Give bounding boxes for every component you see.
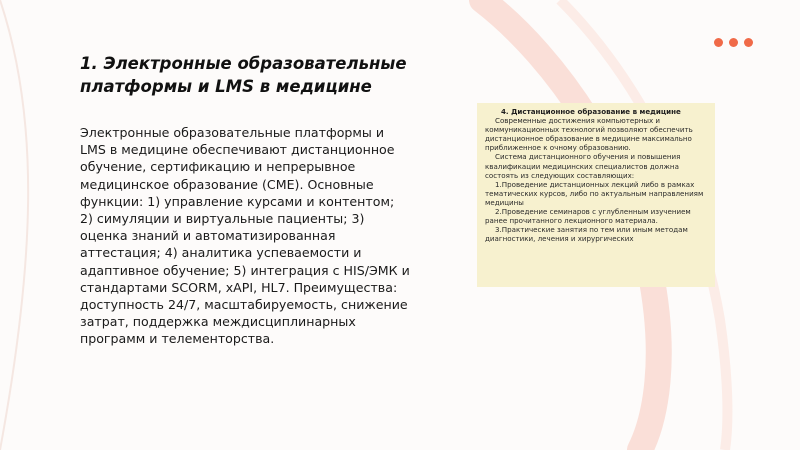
scan-paragraph: 2.Проведение семинаров с углубленным изучением ранее прочитанного лекционного материала. (485, 207, 691, 226)
three-dots-icon[interactable] (714, 38, 753, 47)
slide-title: 1. Электронные образовательные платформы и LMS в медицине (80, 54, 407, 96)
slide-body-text: Электронные образовательные платформы и LMS в медицине обеспечивают дистанционное обучение, сертификацию и непрерывное медицинское образование (CME). Основные функции: 1) управление курсами и контентом; 2) симуляции и виртуальные пациенты; 3) оценка знаний и автоматизированная аттестация; 4) аналитика успеваемости и адаптивное обучение; 5) интеграция с HIS/ЭМК и стандартами SCORM, xAPI, HL7. Преимущества: доступность 24/7, масштабируемость, снижение затрат, поддержка междисциплинарных программ и телементорства. (80, 125, 410, 347)
scan-paragraph: Система дистанционного обучения и повышения квалификации медицинских специалистов должна состоять из следующих составляющих: (485, 152, 681, 180)
left-edge-arc (0, 0, 28, 450)
scan-paragraph: 1.Проведение дистанционных лекций либо в рамках тематических курсов, либо по актуальным направлениям медицины (485, 179, 704, 207)
scan-heading: 4. Дистанционное образование в медицине (501, 107, 681, 116)
dot (714, 38, 723, 47)
scanned-document-image (477, 103, 715, 287)
scan-paragraph: 3.Практические занятия по тем или иным методам диагностики, лечения и хирургических (485, 225, 688, 244)
scan-paragraph: Современные достижения компьютерных и коммуникационных технологий позволяют обеспечить дистанционное образование в медицине максимально приближенное к очному образованию. (485, 116, 693, 153)
dot (744, 38, 753, 47)
dot (729, 38, 738, 47)
